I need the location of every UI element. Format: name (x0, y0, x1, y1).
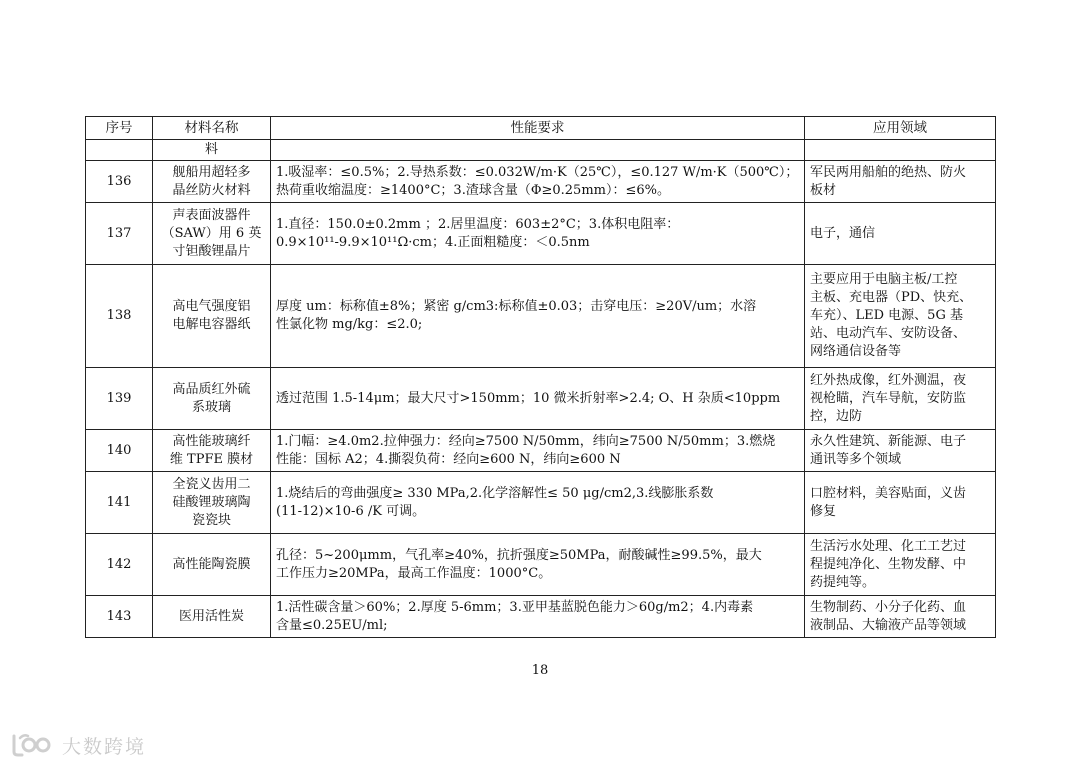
application-field-cell (805, 534, 996, 596)
cell-text-line: （SAW）用 6 英 (161, 225, 262, 241)
table-row (86, 161, 996, 203)
cell-text-line: 热荷重收缩温度：≥1400°C；3.渣球含量（Φ≥0.25mm）：≤6%。 (276, 182, 670, 198)
performance-requirements-cell (271, 203, 805, 265)
application-field-cell (805, 596, 996, 638)
material-name-cell (153, 534, 271, 596)
cell-text-line: 生活污水处理、化工工艺过 (810, 538, 967, 554)
cell-text-line: 生物制药、小分子化药、血 (810, 599, 967, 615)
table-row (86, 534, 996, 596)
continuation-no-cell (86, 140, 153, 161)
performance-requirements-cell (271, 534, 805, 596)
cell-text-line: 0.9×10¹¹-9.9×10¹¹Ω·cm；4.正面粗糙度：＜0.5nm (276, 234, 590, 250)
cell-text-line: 性氯化物 mg/kg：≤2.0; (276, 317, 423, 332)
cell-text-line: 1.烧结后的弯曲强度≥ 330 MPa,2.化学溶解性≤ 50 μg/cm2,3.线膨胀系数 (276, 485, 714, 501)
continuation-requirements-cell (271, 140, 805, 161)
cell-text-line: 通讯等多个领域 (810, 451, 902, 467)
table-row (86, 472, 996, 534)
cell-text-line: 视枪瞄，汽车导航，安防监 (810, 390, 967, 406)
material-name-cell (153, 430, 271, 472)
performance-requirements-cell (271, 472, 805, 534)
cell-text-line: 高性能玻璃纤 (172, 433, 251, 449)
table-row (86, 368, 996, 430)
cell-text-line: 性能：国标 A2；4.撕裂负荷：经向≥600 N，纬向≥600 N (276, 451, 621, 467)
continuation-row (86, 140, 996, 161)
application-field-cell (805, 265, 996, 368)
cell-text-line: 高品质红外硫 (172, 381, 251, 397)
application-field-cell (805, 203, 996, 265)
cell-text-line: 系玻璃 (191, 399, 231, 415)
serial-no-cell: 137 (86, 203, 153, 265)
cell-text-line: 电解电容器纸 (172, 317, 251, 332)
cell-text-line: 医用活性炭 (178, 608, 244, 624)
material-name-cell (153, 368, 271, 430)
cell-text-line: 药提纯等。 (810, 574, 876, 590)
continuation-name-cell: 料 (153, 140, 271, 161)
serial-no-cell: 141 (86, 472, 153, 534)
application-field-cell (805, 368, 996, 430)
cell-text-line: 含量≤0.25EU/ml; (276, 617, 388, 633)
cell-text-line: 口腔材料，美容贴面，义齿 (810, 485, 967, 501)
serial-no-cell: 143 (86, 596, 153, 638)
cell-text-line: 红外热成像，红外测温，夜 (810, 372, 967, 388)
header-material-name: 材料名称 (153, 117, 271, 140)
cell-text-line: 车充）、LED 电源、5G 基 (810, 308, 963, 323)
application-field-cell (805, 472, 996, 534)
cell-text-line: 永久性建筑、新能源、电子 (810, 433, 967, 449)
performance-requirements-cell (271, 265, 805, 368)
cell-text-line: 全瓷义齿用二 (172, 476, 251, 492)
cell-text-line: 孔径：5~200μmm，气孔率≥40%，抗折强度≥50MPa，耐酸碱性≥99.5%，最大 (276, 547, 762, 563)
cell-text-line: 主板、充电器（PD、快充、 (810, 290, 973, 305)
cell-text-line: 主要应用于电脑主板/工控 (810, 272, 958, 287)
cell-text-line: 高电气强度铝 (172, 299, 251, 314)
cell-text-line: 维 TPFE 膜材 (169, 451, 254, 467)
performance-requirements-cell (271, 161, 805, 203)
table-row (86, 430, 996, 472)
cell-text-line: 控，边防 (810, 408, 863, 424)
watermark-text: 大数跨境 (62, 735, 147, 758)
cell-text-line: 硅酸锂玻璃陶 (172, 494, 251, 510)
header-application-field: 应用领域 (805, 117, 996, 140)
cell-text-line: (11-12)×10-6 /K 可调。 (276, 503, 426, 519)
material-name-cell (153, 265, 271, 368)
application-field-cell (805, 161, 996, 203)
cell-text-line: 声表面波器件 (172, 207, 251, 223)
cell-text-line: 修复 (810, 503, 837, 519)
cell-text-line: 瓷瓷块 (191, 512, 231, 528)
serial-no-cell: 139 (86, 368, 153, 430)
page-number: 18 (531, 663, 549, 678)
cell-text-line: 工作压力≥20MPa，最高工作温度：1000°C。 (276, 565, 552, 581)
serial-no-cell: 138 (86, 265, 153, 368)
header-serial-no: 序号 (86, 117, 153, 140)
cell-text-line: 舰船用超轻多 (172, 164, 251, 180)
header-performance-requirements: 性能要求 (271, 117, 805, 140)
cell-text-line: 厚度 um：标称值±8%；紧密 g/cm3:标称值±0.03；击穿电压：≥20V/um；水溶 (276, 299, 757, 314)
material-name-cell (153, 203, 271, 265)
cell-text-line: 站、电动汽车、安防设备、 (810, 326, 967, 341)
cell-text-line: 板材 (810, 182, 837, 198)
material-name-cell (153, 472, 271, 534)
performance-requirements-cell (271, 368, 805, 430)
serial-no-cell: 142 (86, 534, 153, 596)
serial-no-cell: 136 (86, 161, 153, 203)
brand-logo-icon (10, 732, 56, 758)
cell-text-line: 电子，通信 (810, 225, 876, 241)
table-row (86, 265, 996, 368)
cell-text-line: 寸钽酸锂晶片 (172, 243, 251, 259)
cell-text-line: 1.门幅：≥4.0m2.拉伸强力：经向≥7500 N/50mm，纬向≥7500 N/50mm；3.燃烧 (276, 433, 776, 449)
watermark (10, 730, 146, 760)
table-row (86, 203, 996, 265)
cell-text-line: 高性能陶瓷膜 (172, 556, 251, 572)
material-name-cell (153, 161, 271, 203)
performance-requirements-cell (271, 596, 805, 638)
application-field-cell (805, 430, 996, 472)
table-header-row (86, 117, 996, 140)
cell-text-line: 军民两用船舶的绝热、防火 (810, 164, 967, 180)
cell-text-line: 晶丝防火材料 (172, 182, 251, 198)
table-body (86, 140, 996, 638)
cell-text-line: 程提纯净化、生物发酵、中 (810, 556, 967, 572)
table-row (86, 596, 996, 638)
cell-text-line: 透过范围 1.5-14μm；最大尺寸>150mm；10 微米折射率>2.4; O、H 杂质<10ppm (276, 390, 781, 406)
materials-table (85, 116, 996, 638)
cell-text-line: 1.直径：150.0±0.2mm ；2.居里温度：603±2°C；3.体积电阻率： (276, 216, 680, 232)
cell-text-line: 1.活性碳含量＞60%；2.厚度 5-6mm；3.亚甲基蓝脱色能力＞60g/m2；4.内毒素 (276, 599, 754, 615)
cell-text-line: 液制品、大输液产品等领域 (810, 617, 967, 633)
continuation-applications-cell (805, 140, 996, 161)
serial-no-cell: 140 (86, 430, 153, 472)
performance-requirements-cell (271, 430, 805, 472)
material-name-cell (153, 596, 271, 638)
cell-text-line: 网络通信设备等 (810, 344, 902, 359)
cell-text-line: 1.吸湿率：≤0.5%；2.导热系数：≤0.032W/m·K（25℃），≤0.127 W/m·K（500℃）； (276, 164, 799, 180)
